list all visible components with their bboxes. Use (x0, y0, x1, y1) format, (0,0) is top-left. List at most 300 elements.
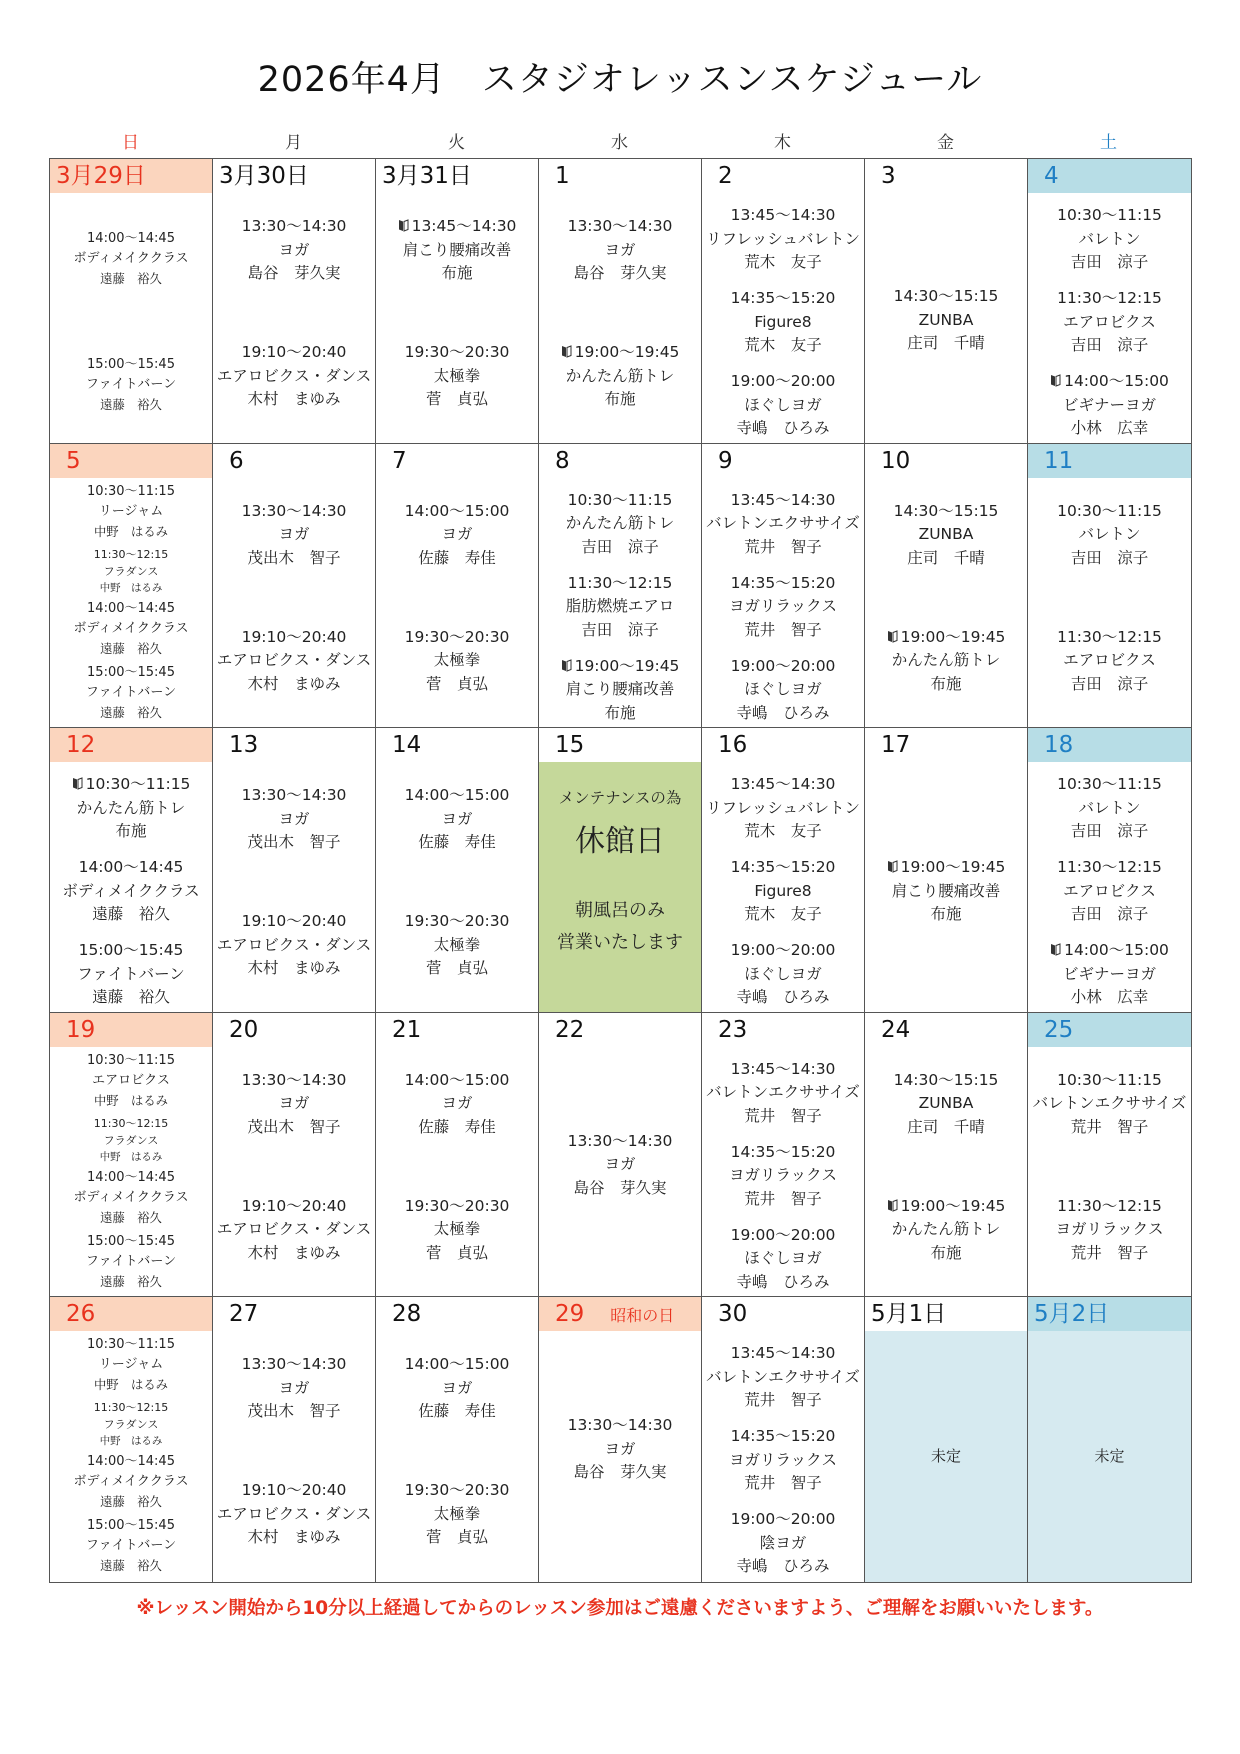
lesson-entry[interactable] (539, 655, 701, 726)
lesson-name: ファイトバーン (85, 377, 177, 392)
lesson-entry[interactable] (213, 1479, 375, 1550)
weekday-header: 土 (1100, 133, 1117, 153)
day-number (865, 444, 1027, 478)
day-number (50, 159, 212, 193)
day-number (376, 444, 538, 478)
lesson-entry[interactable] (702, 1058, 864, 1129)
lesson-name: 肩こり腰痛改善 (565, 680, 675, 699)
book-icon (887, 630, 898, 643)
lesson-teacher: 島谷 芽久実 (573, 1463, 667, 1482)
day-cell (213, 1297, 376, 1582)
lesson-entry[interactable] (213, 1069, 375, 1140)
day-number (213, 728, 375, 762)
day-label: 5 (66, 447, 81, 474)
lesson-name: かんたん筋トレ (76, 798, 186, 817)
lesson-name: かんたん筋トレ (891, 1220, 1001, 1239)
lesson-time: 13:30～14:30 (241, 217, 347, 235)
day-label: 27 (229, 1301, 259, 1328)
lesson-time: 14:00～15:00 (1028, 370, 1191, 394)
lesson-time: 13:45～14:30 (730, 206, 836, 224)
lesson-entry[interactable] (50, 482, 212, 542)
lesson-name: ボディメイククラス (73, 251, 189, 266)
day-cell (539, 1297, 702, 1582)
lesson-entry[interactable] (50, 1051, 212, 1111)
lesson-teacher: 遠藤 裕久 (100, 1210, 162, 1225)
lesson-teacher: 遠藤 裕久 (100, 1495, 162, 1510)
weekday-header: 日 (122, 133, 139, 153)
weekday-header: 火 (448, 133, 465, 153)
lesson-name: バレトンエクササイズ (1032, 1094, 1187, 1113)
lesson-name: ZUNBA (918, 525, 974, 544)
lesson-entry[interactable] (213, 215, 375, 286)
day-label: 1 (555, 163, 570, 189)
day-label: 12 (66, 732, 96, 759)
lesson-time: 15:00～15:45 (87, 1518, 175, 1534)
lesson-time: 19:00～20:00 (730, 941, 836, 960)
lesson-entry[interactable] (865, 1069, 1027, 1140)
lesson-time: 11:30～12:15 (93, 1401, 169, 1415)
lesson-entry[interactable] (702, 572, 864, 643)
lesson-entry[interactable] (50, 546, 212, 597)
day-number (702, 444, 864, 478)
lesson-entry[interactable] (213, 500, 375, 571)
lesson-entry[interactable] (702, 939, 864, 1010)
lesson-entry[interactable] (865, 1195, 1027, 1266)
lesson-entry[interactable] (1028, 626, 1191, 697)
lesson-entry[interactable] (539, 572, 701, 643)
lesson-time: 13:45～14:30 (730, 1344, 836, 1363)
lesson-name: 肩こり腰痛改善 (891, 881, 1001, 900)
lesson-entry[interactable] (213, 1353, 375, 1424)
lesson-entry[interactable] (50, 1516, 212, 1576)
lesson-entry[interactable] (376, 626, 538, 697)
lesson-entry[interactable] (702, 370, 864, 441)
day-cell (1028, 444, 1191, 729)
lesson-time: 19:30～20:30 (404, 627, 510, 646)
day-cell (376, 159, 539, 444)
lesson-teacher: 吉田 涼子 (581, 537, 659, 556)
lesson-entry[interactable] (1028, 773, 1191, 844)
lesson-name: バレトン (1078, 229, 1141, 248)
lesson-entry[interactable] (702, 655, 864, 726)
lesson-entry[interactable] (1028, 500, 1191, 571)
lesson-entry[interactable] (50, 1115, 212, 1166)
day-number (376, 1013, 538, 1047)
lesson-teacher: 茂出木 智子 (247, 1117, 341, 1136)
day-number (1028, 1013, 1191, 1047)
day-cell (865, 159, 1028, 444)
day-cell (865, 444, 1028, 729)
day-label: 20 (229, 1016, 259, 1043)
lesson-name: ボディメイククラス (62, 881, 200, 900)
lesson-name: ヨガ (278, 240, 310, 259)
lesson-teacher: 布施 (930, 674, 962, 693)
lesson-entry[interactable] (50, 1399, 212, 1450)
lesson-time: 19:30～20:30 (404, 1481, 510, 1500)
lesson-entry[interactable] (1028, 287, 1191, 358)
day-cell (50, 159, 213, 444)
day-number (539, 159, 701, 193)
lesson-entry[interactable] (50, 1452, 212, 1512)
lesson-entry[interactable] (213, 626, 375, 697)
lesson-name: ほぐしヨガ (744, 1249, 822, 1268)
lesson-name: Figure8 (754, 312, 812, 331)
lesson-teacher: 菅 貞弘 (425, 674, 488, 693)
lesson-time: 15:00～15:45 (87, 1233, 175, 1249)
lesson-teacher: 荒井 智子 (1070, 1243, 1149, 1262)
day-cell (865, 1297, 1028, 1582)
lesson-teacher: 佐藤 寿佳 (418, 833, 496, 852)
lesson-time: 11:30～12:15 (93, 1116, 169, 1130)
day-number (539, 444, 701, 478)
day-label: 3月31日 (382, 163, 472, 189)
day-number (213, 159, 375, 193)
lesson-time: 19:00～19:45 (865, 856, 1027, 880)
lesson-teacher: 布施 (115, 822, 147, 841)
lesson-entry[interactable] (50, 663, 212, 723)
weekday-header: 金 (937, 133, 954, 153)
lesson-entry[interactable] (539, 1130, 701, 1201)
lesson-name: 太極拳 (433, 1220, 481, 1239)
lesson-teacher: 荒井 智子 (744, 1391, 822, 1410)
lesson-teacher: 菅 貞弘 (425, 390, 488, 408)
lesson-name: リフレッシュバレトン (706, 229, 860, 248)
lesson-entry[interactable] (702, 1141, 864, 1212)
lesson-time: 13:30～14:30 (567, 1416, 673, 1435)
day-cell (50, 444, 213, 729)
lesson-entry[interactable] (702, 1342, 864, 1413)
lesson-teacher: 島谷 芽久実 (247, 264, 341, 282)
day-number (213, 1297, 375, 1331)
lesson-teacher: 小林 広幸 (1070, 988, 1149, 1007)
lesson-time: 14:00～14:45 (87, 1169, 175, 1185)
lesson-entry[interactable] (50, 355, 212, 415)
day-label: 5月1日 (871, 1301, 947, 1328)
lesson-time: 19:00～20:00 (730, 1225, 836, 1244)
lesson-entry[interactable] (865, 285, 1027, 356)
day-cell (213, 444, 376, 729)
lesson-name: ファイトバーン (77, 964, 185, 983)
lesson-name: ボディメイククラス (73, 1474, 189, 1490)
lesson-time: 19:00～19:45 (539, 655, 701, 679)
lesson-teacher: 木村 まゆみ (247, 959, 341, 978)
lesson-teacher: 遠藤 裕久 (100, 641, 162, 656)
lesson-name: エアロビクス・ダンス (216, 1220, 372, 1239)
lesson-time: 13:30～14:30 (241, 786, 347, 805)
lesson-time: 19:00～20:00 (730, 656, 836, 675)
book-icon (561, 345, 572, 358)
day-cell (50, 1013, 213, 1298)
lesson-entry[interactable] (50, 1168, 212, 1228)
lesson-entry[interactable] (376, 1353, 538, 1424)
lesson-teacher: 佐藤 寿佳 (418, 1402, 496, 1421)
lesson-entry[interactable] (1028, 1195, 1191, 1266)
day-label: 5月2日 (1034, 1301, 1110, 1328)
lesson-teacher: 菅 貞弘 (425, 1528, 488, 1547)
lesson-time: 19:00～19:45 (865, 1195, 1027, 1219)
lesson-time: 14:00～14:45 (87, 231, 175, 246)
book-icon (561, 659, 572, 672)
day-number (213, 444, 375, 478)
lesson-entry[interactable] (865, 500, 1027, 571)
lesson-entry[interactable] (376, 910, 538, 981)
lesson-entry[interactable] (539, 489, 701, 560)
tbd-label: 未定 (930, 1447, 961, 1466)
lesson-teacher: 遠藤 裕久 (100, 398, 162, 412)
lesson-entry[interactable] (1028, 204, 1191, 275)
day-cell (539, 159, 702, 444)
lesson-entry[interactable] (50, 773, 212, 844)
lesson-teacher: 吉田 涼子 (1070, 905, 1149, 924)
day-cell (50, 1297, 213, 1582)
lesson-name: かんたん筋トレ (565, 514, 675, 533)
lesson-entry[interactable] (539, 1414, 701, 1485)
lesson-name: エアロビクス (1063, 312, 1156, 331)
lesson-teacher: 中野 はるみ (93, 524, 169, 539)
lesson-name: ほぐしヨガ (744, 395, 822, 414)
lesson-entry[interactable] (702, 287, 864, 358)
lesson-teacher: 中野 はるみ (99, 1150, 163, 1163)
day-label: 24 (881, 1016, 911, 1043)
lesson-teacher: 島谷 芽久実 (573, 264, 667, 282)
lesson-time: 19:30～20:30 (404, 343, 510, 361)
closed-note2: 営業いたします (557, 932, 683, 954)
lesson-entry[interactable] (213, 341, 375, 412)
lesson-entry[interactable] (213, 910, 375, 981)
lesson-teacher: 荒井 智子 (744, 1474, 822, 1493)
day-number (865, 1013, 1027, 1047)
lesson-entry[interactable] (376, 1069, 538, 1140)
lesson-teacher: 布施 (604, 390, 636, 408)
day-label: 3月29日 (56, 163, 146, 189)
lesson-entry[interactable] (702, 1224, 864, 1295)
lesson-name: 太極拳 (433, 1504, 481, 1523)
lesson-entry[interactable] (50, 1232, 212, 1292)
lesson-teacher: 荒井 智子 (744, 1189, 822, 1208)
lesson-time: 13:45～14:30 (730, 1059, 836, 1078)
book-icon (1050, 943, 1061, 956)
lesson-entry[interactable] (702, 1508, 864, 1579)
lesson-teacher: 菅 貞弘 (425, 959, 488, 978)
lesson-teacher: 中野 はるみ (99, 1435, 163, 1448)
lesson-entry[interactable] (1028, 1069, 1191, 1140)
day-number (50, 1013, 212, 1047)
lesson-name: 太極拳 (433, 651, 481, 670)
lesson-time: 19:00～20:00 (730, 1510, 836, 1529)
day-number (376, 159, 538, 193)
lesson-time: 11:30～12:15 (93, 547, 169, 561)
lesson-time: 10:30～11:15 (1057, 206, 1162, 224)
lesson-entry[interactable] (702, 204, 864, 275)
lesson-time: 14:00～15:00 (1028, 939, 1191, 963)
weekday-header: 水 (611, 133, 628, 153)
lesson-teacher: 木村 まゆみ (247, 674, 341, 693)
lesson-time: 11:30～12:15 (1057, 627, 1162, 646)
day-label: 18 (1044, 732, 1074, 759)
lesson-name: バレトンエクササイズ (706, 1367, 860, 1386)
lesson-time: 19:00～19:45 (865, 626, 1027, 650)
lesson-entry[interactable] (865, 626, 1027, 697)
lesson-time: 14:35～15:20 (730, 858, 836, 877)
day-cell (376, 444, 539, 729)
lesson-teacher: 寺嶋 ひろみ (736, 1557, 830, 1576)
lesson-name: ファイトバーン (85, 1538, 177, 1554)
lesson-entry[interactable] (1028, 939, 1191, 1010)
day-number (539, 1297, 701, 1331)
lesson-name: ヨガ (278, 1378, 310, 1397)
lesson-time: 14:00～14:45 (78, 858, 184, 877)
lesson-entry[interactable] (1028, 370, 1191, 441)
lesson-time: 14:35～15:20 (730, 573, 836, 592)
day-label: 7 (392, 447, 407, 474)
lesson-teacher: 吉田 涼子 (1070, 674, 1149, 693)
lesson-teacher: 庄司 千晴 (907, 1117, 985, 1136)
lesson-entry[interactable] (702, 773, 864, 844)
day-cell (213, 728, 376, 1013)
lesson-name: ヨガ (604, 1155, 636, 1174)
lesson-teacher: 吉田 涼子 (581, 620, 659, 639)
lesson-time: 14:00～15:00 (404, 501, 510, 520)
lesson-time: 10:30～11:15 (1057, 1070, 1162, 1089)
weekday-header: 月 (285, 133, 302, 153)
day-cell (702, 1297, 865, 1582)
lesson-name: リージャム (98, 503, 164, 519)
day-number (1028, 159, 1191, 193)
lesson-time: 10:30～11:15 (50, 773, 212, 797)
lesson-time: 10:30～11:15 (87, 1052, 175, 1068)
lesson-name: ヨガ (278, 525, 310, 544)
lesson-entry[interactable] (539, 341, 701, 412)
lesson-teacher: 中野 はるみ (99, 581, 163, 594)
lesson-entry[interactable] (376, 1479, 538, 1550)
day-cell (1028, 1013, 1191, 1298)
day-cell (376, 1013, 539, 1298)
lesson-time: 13:30～14:30 (241, 1355, 347, 1374)
day-number (376, 728, 538, 762)
lesson-name: かんたん筋トレ (565, 366, 675, 385)
day-cell (1028, 728, 1191, 1013)
lesson-name: ヨガ (441, 525, 473, 544)
lesson-teacher: 木村 まゆみ (247, 390, 341, 408)
page-title: 2026年4月 スタジオレッスンスケジュール (257, 60, 983, 100)
day-label: 9 (718, 447, 733, 474)
lesson-time: 14:35～15:20 (730, 1427, 836, 1446)
day-cell (702, 728, 865, 1013)
lesson-time: 19:10～20:40 (241, 627, 347, 646)
lesson-name: Figure8 (754, 881, 812, 900)
day-cell (865, 1013, 1028, 1298)
lesson-name: ヨガ (604, 1439, 636, 1458)
lesson-time: 14:00～15:00 (404, 1355, 510, 1374)
lesson-entry[interactable] (50, 856, 212, 927)
lesson-name: ボディメイククラス (73, 620, 189, 636)
lesson-time: 15:00～15:45 (78, 941, 184, 960)
day-label: 26 (66, 1301, 96, 1328)
day-number (702, 159, 864, 193)
day-number (702, 728, 864, 762)
lesson-name: ヨガ (604, 240, 636, 259)
lesson-teacher: 遠藤 裕久 (100, 272, 162, 286)
lesson-entry[interactable] (1028, 856, 1191, 927)
day-label: 3 (881, 163, 896, 189)
lesson-time: 14:30～15:15 (893, 1070, 999, 1089)
lesson-time: 19:10～20:40 (241, 1196, 347, 1215)
lesson-teacher: 遠藤 裕久 (92, 988, 170, 1007)
lesson-entry[interactable] (50, 229, 212, 289)
lesson-entry[interactable] (376, 215, 538, 286)
day-cell (213, 1013, 376, 1298)
lesson-entry[interactable] (376, 500, 538, 571)
day-number (1028, 1297, 1191, 1331)
lesson-entry[interactable] (865, 856, 1027, 927)
day-label: 30 (718, 1301, 748, 1328)
lesson-name: ヨガリラックス (728, 1450, 838, 1469)
lesson-entry[interactable] (376, 784, 538, 855)
lesson-teacher: 茂出木 智子 (247, 833, 341, 852)
lesson-name: 太極拳 (433, 366, 481, 385)
day-number (1028, 444, 1191, 478)
day-cell (702, 444, 865, 729)
lesson-entry[interactable] (376, 341, 538, 412)
day-number (539, 1013, 701, 1047)
lesson-name: ボディメイククラス (73, 1189, 189, 1205)
lesson-entry[interactable] (213, 784, 375, 855)
day-cell (50, 728, 213, 1013)
lesson-name: ビギナーヨガ (1062, 964, 1156, 983)
lesson-entry[interactable] (702, 489, 864, 560)
day-cell (539, 728, 702, 1013)
day-cell (865, 728, 1028, 1013)
lesson-entry[interactable] (50, 1335, 212, 1395)
lesson-entry[interactable] (702, 1425, 864, 1496)
day-number (1028, 728, 1191, 762)
lesson-time: 14:00～14:45 (87, 1454, 175, 1470)
lesson-entry[interactable] (702, 856, 864, 927)
lesson-name: ヨガリラックス (728, 597, 838, 616)
lesson-teacher: 荒木 友子 (744, 905, 822, 924)
lesson-teacher: 小林 広幸 (1070, 419, 1149, 437)
lesson-teacher: 遠藤 裕久 (100, 705, 162, 720)
day-label: 21 (392, 1016, 422, 1043)
lesson-teacher: 荒井 智子 (744, 620, 822, 639)
day-cell (539, 444, 702, 729)
lesson-name: ビギナーヨガ (1062, 395, 1156, 414)
lesson-teacher: 遠藤 裕久 (100, 1274, 162, 1289)
day-number (376, 1297, 538, 1331)
lesson-teacher: 佐藤 寿佳 (418, 1117, 496, 1136)
weekday-header: 木 (774, 133, 791, 153)
lesson-entry[interactable] (539, 215, 701, 286)
lesson-name: バレトン (1078, 525, 1141, 544)
lesson-time: 19:10～20:40 (241, 912, 347, 931)
lesson-teacher: 吉田 涼子 (1070, 253, 1149, 271)
day-label: 23 (718, 1016, 748, 1043)
lesson-teacher: 荒井 智子 (744, 1106, 822, 1125)
lesson-name: ほぐしヨガ (744, 680, 822, 699)
calendar-grid (49, 158, 1192, 1583)
day-label: 4 (1044, 163, 1059, 189)
lesson-entry[interactable] (213, 1195, 375, 1266)
lesson-name: エアロビクス・ダンス (216, 366, 372, 385)
lesson-teacher: 荒木 友子 (744, 253, 822, 271)
lesson-teacher: 菅 貞弘 (425, 1243, 488, 1262)
lesson-entry[interactable] (50, 599, 212, 659)
lesson-entry[interactable] (376, 1195, 538, 1266)
day-label: 22 (555, 1016, 585, 1043)
lesson-time: 14:00～14:45 (87, 600, 175, 616)
day-label: 15 (555, 732, 585, 759)
lesson-entry[interactable] (50, 939, 212, 1010)
